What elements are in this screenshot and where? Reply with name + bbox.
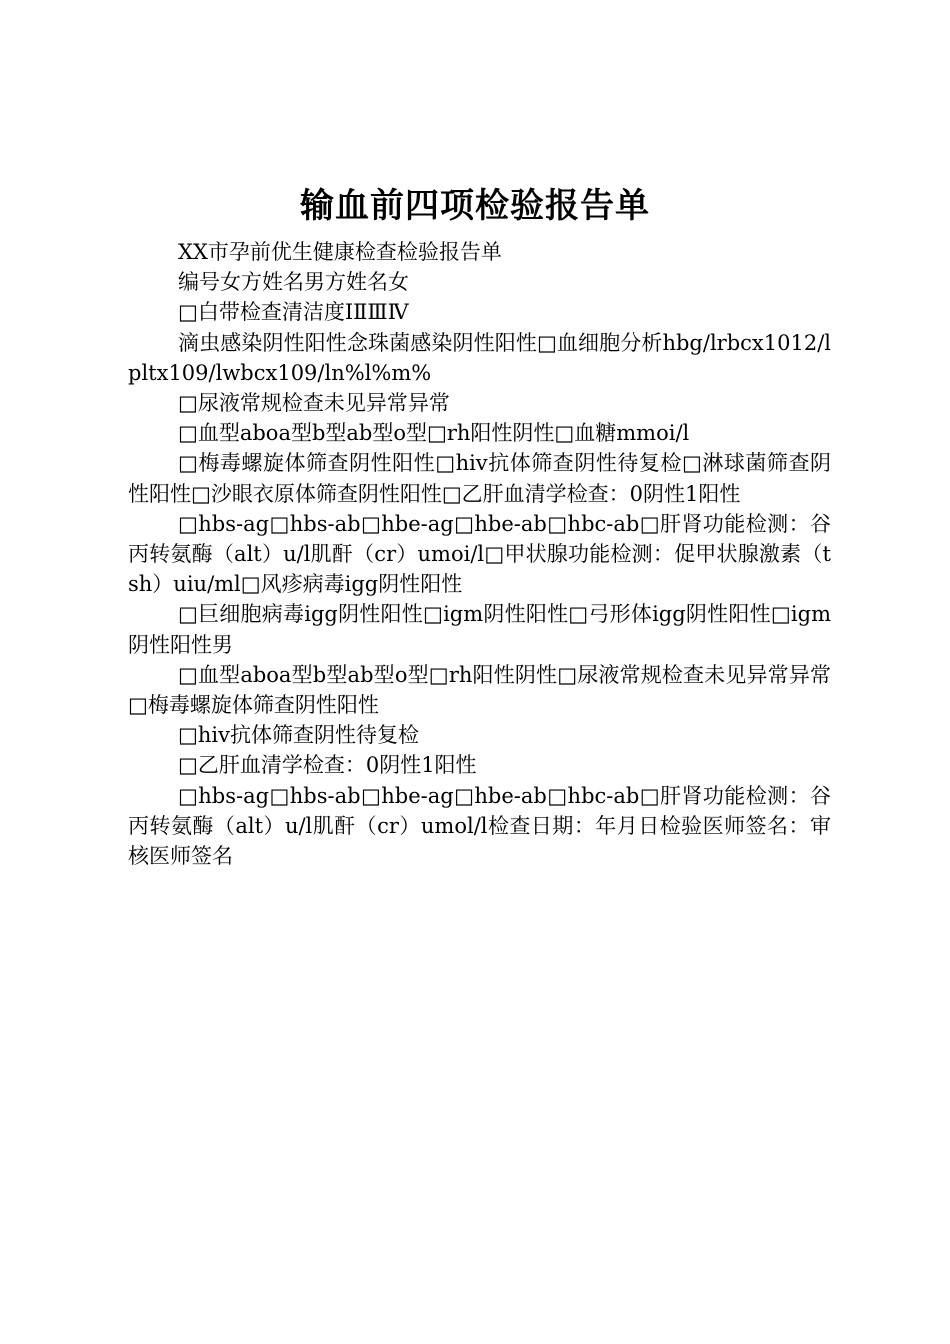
paragraph-screening: □梅毒螺旋体筛查阴性阳性□hiv抗体筛查阴性待复检□淋球菌筛查阴性阳性□沙眼衣原体筛查阴性阳性□乙肝血清学检查：0阴性1阳性	[128, 451, 831, 506]
document-body	[128, 237, 831, 871]
paragraph-report-heading: XX市孕前优生健康检查检验报告单	[178, 240, 502, 264]
paragraph-male-liver-signature: □hbs-ag□hbs-ab□hbe-ag□hbe-ab□hbc-ab□肝肾功能检测：谷丙转氨酶（alt）u/l肌酐（cr）umol/l检查日期：年月日检验医师签名：审核医师签名	[128, 783, 831, 869]
paragraph-hepatitis-liver-thyroid: □hbs-ag□hbs-ab□hbe-ag□hbe-ab□hbc-ab□肝肾功能检测：谷丙转氨酶（alt）u/l肌酐（cr）umoi/l□甲状腺功能检测：促甲状腺激素（tsh）uiu/ml□风疹病毒igg阴性阳性	[128, 511, 831, 597]
document-title: 输血前四项检验报告单	[300, 186, 650, 226]
paragraph-male-blood-type: □血型aboa型b型ab型o型□rh阳性阴性□尿液常规检查未见异常异常□梅毒螺旋体筛查阴性阳性	[128, 662, 831, 718]
paragraph-infection-blood-count: 滴虫感染阴性阳性念珠菌感染阴性阳性□血细胞分析hbg/lrbcx1012/lpltx109/lwbcx109/ln%l%m%	[128, 330, 831, 385]
paragraph-blood-type-glucose: □血型aboa型b型ab型o型□rh阳性阴性□血糖mmoi/l	[178, 421, 690, 446]
paragraph-urine-routine: □尿液常规检查未见异常异常	[178, 391, 450, 416]
paragraph-male-hiv: □hiv抗体筛查阴性待复检	[178, 723, 419, 748]
paragraph-cmv-toxoplasma: □巨细胞病毒igg阴性阳性□igm阴性阳性□弓形体igg阴性阳性□igm阴性阳性男	[128, 602, 831, 657]
paragraph-leucorrhea-check: □白带检查清洁度ⅠⅡⅢⅣ	[178, 300, 409, 325]
paragraph-names: 编号女方姓名男方姓名女	[178, 270, 409, 295]
paragraph-male-hepatitis: □乙肝血清学检查：0阴性1阳性	[178, 753, 477, 778]
